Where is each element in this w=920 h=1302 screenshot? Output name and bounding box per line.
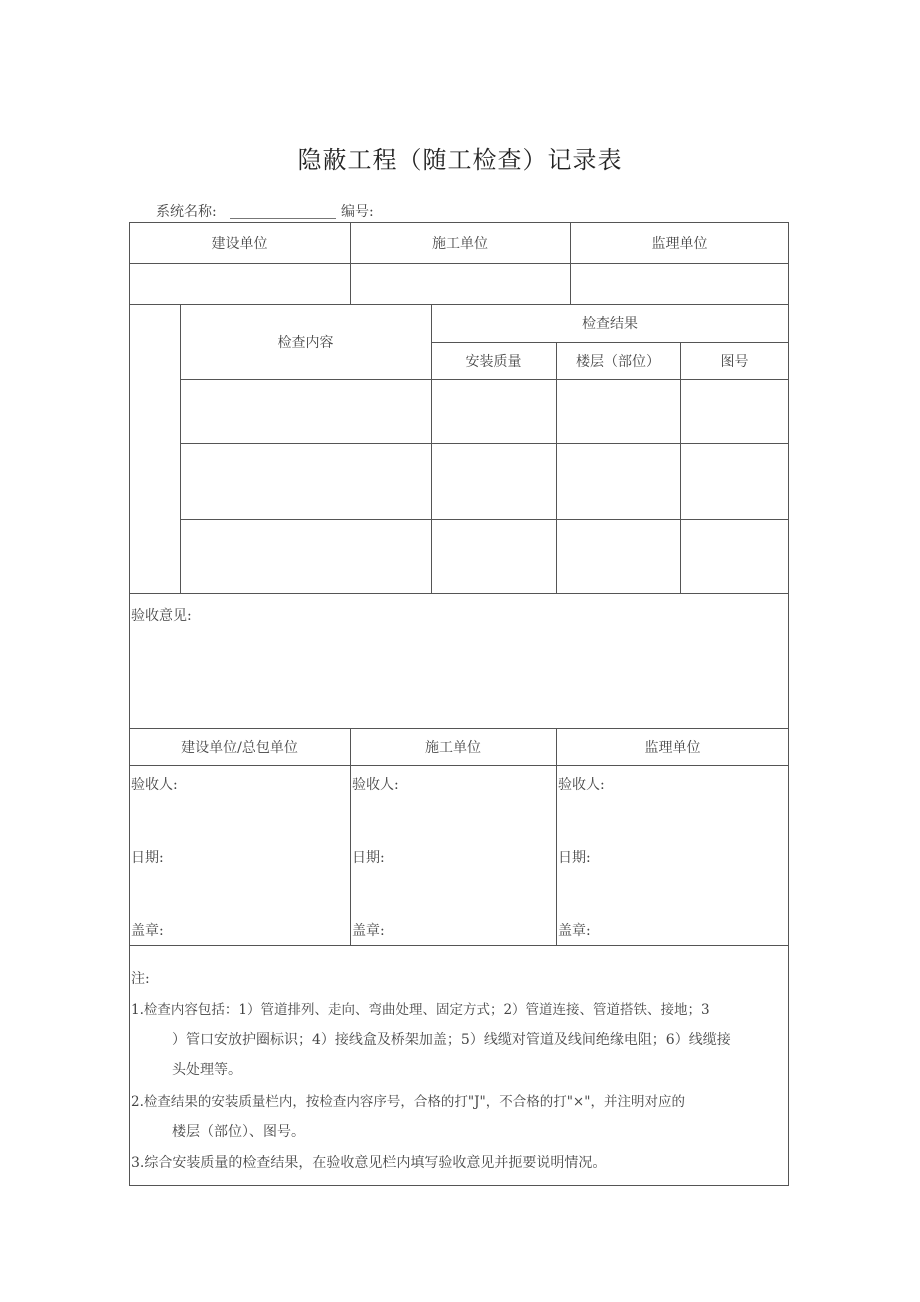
party-header-contractor: 施工单位 <box>432 235 488 252</box>
signoff-header-owner: 建设单位/总包单位 <box>181 739 298 756</box>
inspection-result-header: 检查结果 <box>582 316 638 332</box>
vrule-result-2 <box>680 342 681 593</box>
supervisor-seal-label: 盖章: <box>558 923 591 939</box>
result-col-quality: 安装质量 <box>465 353 522 370</box>
note-1-line-1: 1.检查内容包括：1）管道排列、走向、弯曲处理、固定方式；2）管道连接、管道搭铁、接地；3 <box>131 1002 710 1018</box>
party-header-supervisor: 监理单位 <box>651 235 708 252</box>
contractor-acceptor-label: 验收人: <box>352 777 399 793</box>
owner-acceptor-label: 验收人: <box>131 777 178 793</box>
note-1-line-2: ）管口安放护圈标识；4）接线盒及桥架加盖；5）线缆对管道及线间绝缘电阻；6）线缆接 <box>172 1032 731 1048</box>
rule-inspection-header <box>180 379 789 380</box>
page-title: 隐蔽工程（随工检查）记录表 <box>297 146 623 174</box>
owner-seal-label: 盖章: <box>131 923 164 939</box>
contractor-seal-label: 盖章: <box>352 923 385 939</box>
rule-parties-header <box>129 263 789 264</box>
contractor-date-label: 日期: <box>352 850 385 866</box>
signoff-header-contractor: 施工单位 <box>425 739 481 756</box>
inspection-content-header: 检查内容 <box>277 334 334 351</box>
note-1-line-3: 头处理等。 <box>172 1062 242 1078</box>
rule-inspection-row-1 <box>180 443 789 444</box>
result-col-floor: 楼层（部位） <box>576 353 660 370</box>
notes-heading: 注: <box>131 971 150 987</box>
rule-signoff-end <box>129 945 789 946</box>
note-2-line-1: 2.检查结果的安装质量栏内，按检查内容序号，合格的打"J"，不合格的打"×"，并注明对应的 <box>131 1094 685 1110</box>
party-header-construction: 建设单位 <box>211 235 268 252</box>
note-2-line-2: 楼层（部位）、图号。 <box>172 1124 305 1140</box>
owner-date-label: 日期: <box>131 850 164 866</box>
acceptance-opinion-label: 验收意见: <box>131 608 192 624</box>
signoff-header-supervisor: 监理单位 <box>644 739 701 756</box>
rule-inspection-end <box>129 593 789 594</box>
result-col-drawing-no: 图号 <box>720 353 749 370</box>
supervisor-acceptor-label: 验收人: <box>558 777 605 793</box>
rule-inspection-row-2 <box>180 519 789 520</box>
rule-signoff-header <box>129 765 789 766</box>
supervisor-date-label: 日期: <box>558 850 591 866</box>
number-label: 编号: <box>341 204 374 220</box>
vrule-result-1 <box>556 342 557 593</box>
system-name-label: 系统名称: <box>156 204 217 220</box>
note-3: 3.综合安装质量的检查结果，在验收意见栏内填写验收意见并扼要说明情况。 <box>131 1155 607 1171</box>
system-name-field[interactable] <box>230 218 336 219</box>
